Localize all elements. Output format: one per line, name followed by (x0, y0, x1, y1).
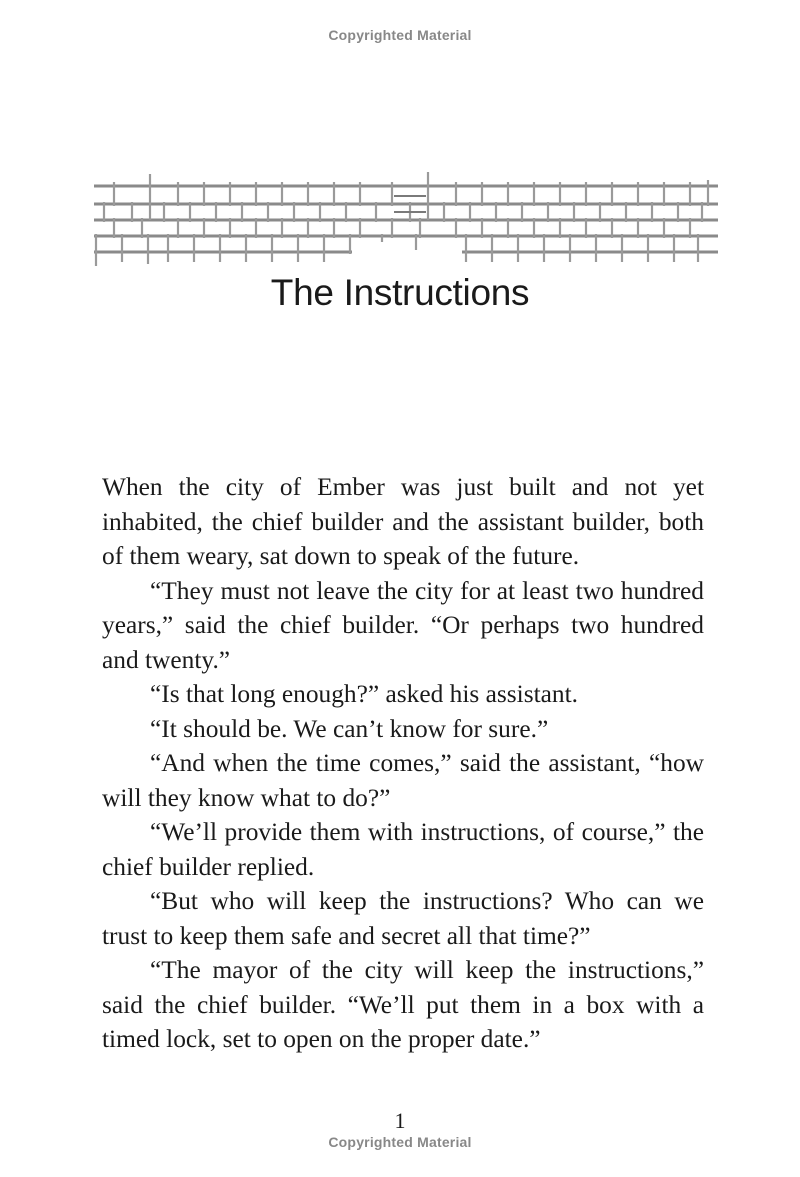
copyright-watermark-bottom: Copyrighted Material (328, 1134, 472, 1150)
copyright-watermark-top: Copyrighted Material (328, 27, 472, 43)
paragraph: “The mayor of the city will keep the instructions,” said the chief builder. “We’ll put them in a box with a timed lock, set to open on the proper date.” (102, 956, 704, 1053)
paragraph: When the city of Ember was just built and not yet inhabited, the chief builder and the assistant builder, both of them weary, sat down to speak of the future. (102, 473, 704, 570)
paragraph: “We’ll provide them with instructions, of course,” the chief builder replied. (102, 818, 704, 881)
chapter-body (102, 470, 704, 1057)
paragraph: “They must not leave the city for at least two hundred years,” said the chief builder. “Or perhaps two hundred and twenty.” (102, 576, 704, 674)
page-number: 1 (394, 1108, 406, 1133)
paragraph: “And when the time comes,” said the assistant, “how will they know what to do?” (102, 749, 704, 812)
brick-wall-ornament-icon (92, 170, 720, 270)
chapter-title: The Instructions (270, 272, 530, 313)
paragraph: “Is that long enough?” asked his assistant. (150, 680, 579, 708)
paragraph: “But who will keep the instructions? Who can we trust to keep them safe and secret all that time?” (102, 887, 704, 950)
paragraph: “It should be. We can’t know for sure.” (150, 714, 549, 743)
